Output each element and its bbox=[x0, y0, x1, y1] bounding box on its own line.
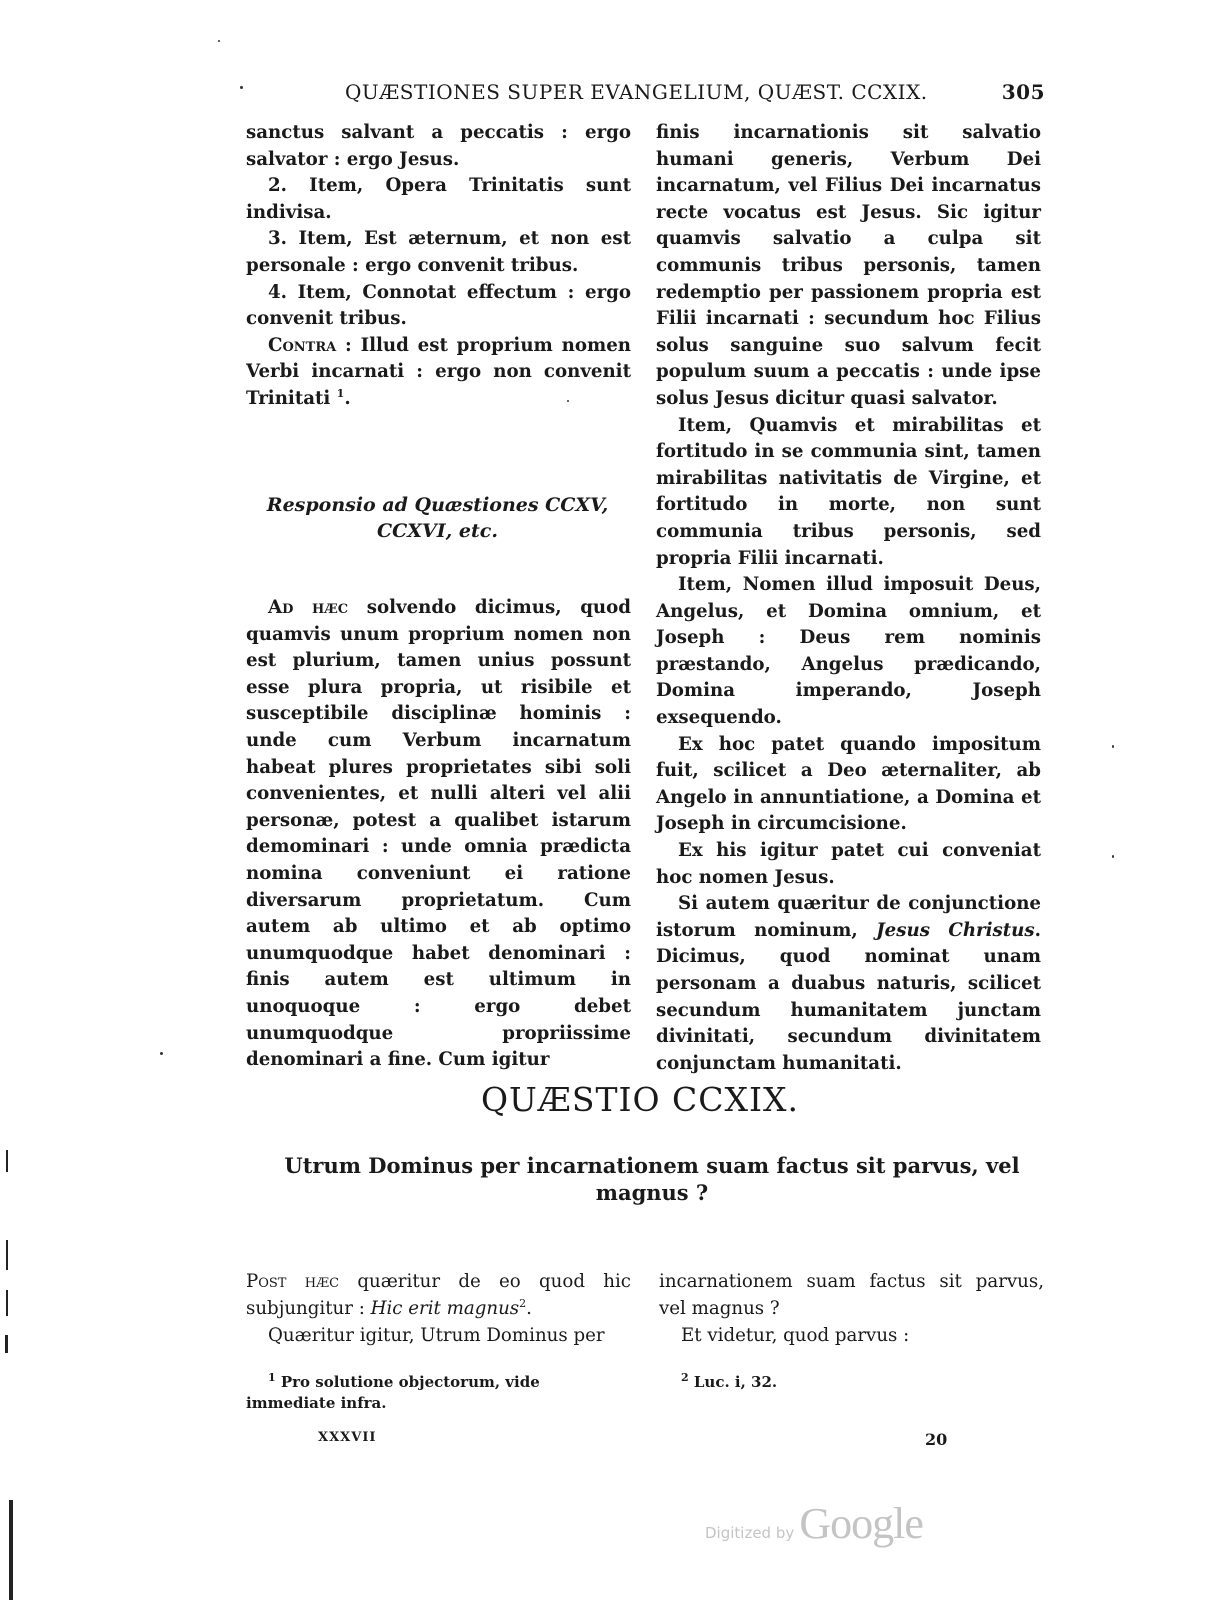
lead-words: Post hæc bbox=[246, 1271, 340, 1292]
left-column-top bbox=[246, 120, 631, 413]
right-column-bottom bbox=[659, 1268, 1044, 1349]
footnote-right bbox=[659, 1372, 1044, 1393]
scan-edge-mark bbox=[9, 1500, 13, 1600]
question-subtitle: Utrum Dominus per incarnationem suam factus sit parvus, vel magnus ? bbox=[284, 1153, 1020, 1205]
footnote-mark: 2 bbox=[681, 1371, 689, 1384]
response-paragraph bbox=[246, 595, 631, 1074]
watermark-prefix: Digitized by bbox=[705, 1524, 795, 1542]
paragraph: 3. Item, Est æternum, et non est personale : ergo convenit tribus. bbox=[246, 228, 631, 276]
response-subheading bbox=[245, 492, 630, 544]
scan-speck bbox=[160, 1052, 163, 1055]
scan-speck bbox=[240, 86, 243, 89]
scan-speck bbox=[1112, 855, 1114, 858]
google-logo: Google bbox=[799, 1499, 923, 1548]
italic-term: Jesus Christus bbox=[876, 919, 1035, 941]
question-title: QUÆSTIO CCXIX. bbox=[480, 1080, 800, 1119]
paragraph: Item, Quamvis et mirabilitas et fortitudo in se communia sint, tamen mirabilitas nativitatis de Virgine, et fortitudo in morte, non sunt communia tribus personis, sed propria Filii incarnati. bbox=[656, 414, 1041, 569]
sheet-number: 20 bbox=[925, 1430, 948, 1449]
paragraph: sanctus salvant a peccatis : ergo salvator : ergo Jesus. bbox=[246, 122, 631, 170]
paragraph: Ex hoc patet quando impositum fuit, scilicet a Deo æternaliter, ab Angelo in annuntiatione, a Domina et Joseph in circumcisione. bbox=[656, 733, 1041, 835]
footnote-ref: 2 bbox=[519, 1296, 527, 1310]
left-column-response bbox=[246, 595, 631, 1074]
lead-words: Ad hæc bbox=[268, 597, 349, 618]
page-number: 305 bbox=[1001, 80, 1045, 104]
contra-paragraph bbox=[246, 333, 631, 413]
scan-edge-mark bbox=[6, 1240, 8, 1270]
paragraph-text: quæritur de eo quod hic subjungitur : bbox=[246, 1271, 631, 1319]
paragraph bbox=[656, 891, 1041, 1077]
subheading-line: CCXVI, etc. bbox=[377, 520, 498, 542]
footnote-body: Pro solutione objectorum, vide immediate infra. bbox=[246, 1373, 540, 1412]
paragraph: 2. Item, Opera Trinitatis sunt indivisa. bbox=[246, 175, 631, 223]
running-title: QUÆSTIONES SUPER EVANGELIUM, QUÆST. CCXIX. bbox=[345, 80, 928, 104]
printer-signature: XXXVII bbox=[318, 1430, 377, 1445]
paragraph: Quæritur igitur, Utrum Dominus per bbox=[268, 1325, 605, 1346]
footnote-ref: 1 bbox=[336, 386, 345, 400]
footnote-text bbox=[246, 1372, 631, 1414]
scan-speck bbox=[567, 400, 569, 402]
contra-text: : Illud est proprium nomen Verbi incarnati : ergo non convenit Trinitati bbox=[246, 334, 631, 409]
scan-edge-mark bbox=[6, 1290, 8, 1316]
paragraph: Ex his igitur patet cui conveniat hoc nomen Jesus. bbox=[656, 840, 1041, 888]
paragraph bbox=[246, 1268, 631, 1322]
paragraph-end: . bbox=[526, 1298, 532, 1319]
left-column-bottom bbox=[246, 1268, 631, 1349]
scan-edge-mark bbox=[6, 1150, 8, 1172]
response-text: solvendo dicimus, quod quamvis unum proprium nomen non est plurium, tamen unius possunt esse plura propria, ut risibile et susceptibile disciplinæ hominis : unde cum Verbum incarnatum habeat plures proprietates sibi soli convenientes, et nulli alteri vel alii personæ, potest a qualibet istarum demominari : unde omnia prædicta nomina conveniunt ei ratione diversarum proprietatum. Cum autem ab ultimo et ab optimo unumquodque habet denominari : finis autem est ultimum in unoquoque : ergo debet unumquodque propriissime denominari a fine. Cum igitur bbox=[246, 597, 631, 1071]
footnote-text bbox=[659, 1372, 1044, 1393]
scan-speck bbox=[1112, 745, 1114, 748]
contra-end: . bbox=[344, 387, 351, 409]
italic-quote: Hic erit magnus bbox=[370, 1298, 520, 1319]
paragraph: Item, Nomen illud imposuit Deus, Angelus, et Domina omnium, et Joseph : Deus rem nominis præstando, Angelus prædicando, Domina imperando, Joseph exsequendo. bbox=[656, 574, 1041, 729]
footnote-left bbox=[246, 1372, 631, 1414]
subheading-line: Responsio ad Quæstiones CCXV, bbox=[266, 494, 609, 516]
paragraph-text: Si autem quæritur de conjunctione istorum nominum, bbox=[656, 893, 1041, 941]
scan-speck bbox=[218, 40, 220, 42]
digitized-watermark bbox=[705, 1498, 923, 1549]
paragraph: 4. Item, Connotat effectum : ergo convenit tribus. bbox=[246, 281, 631, 330]
scan-edge-mark bbox=[5, 1335, 8, 1353]
right-column-top bbox=[656, 120, 1041, 1077]
contra-label: Contra bbox=[268, 334, 337, 356]
paragraph: Et videtur, quod parvus : bbox=[681, 1325, 910, 1346]
paragraph: incarnationem suam factus sit parvus, vel magnus ? bbox=[659, 1271, 1044, 1319]
footnote-body: Luc. i, 32. bbox=[688, 1373, 778, 1391]
paragraph-text: . Dicimus, quod nominat unam personam a duabus naturis, scilicet secundum humanitatem junctam divinitati, secundum divinitatem conjunctam humanitati. bbox=[656, 919, 1041, 1074]
footnote-mark: 1 bbox=[268, 1371, 276, 1384]
paragraph: finis incarnationis sit salvatio humani generis, Verbum Dei incarnatum, vel Filius Dei incarnatus recte vocatus est Jesus. Sic igitur quamvis salvatio a culpa sit communis tribus personis, tamen redemptio per passionem propria est Filii incarnati : secundum hoc Filius solus sanguine suo salvum fecit populum suum a peccatis : unde ipse solus Jesus dicitur quasi salvator. bbox=[656, 122, 1041, 409]
